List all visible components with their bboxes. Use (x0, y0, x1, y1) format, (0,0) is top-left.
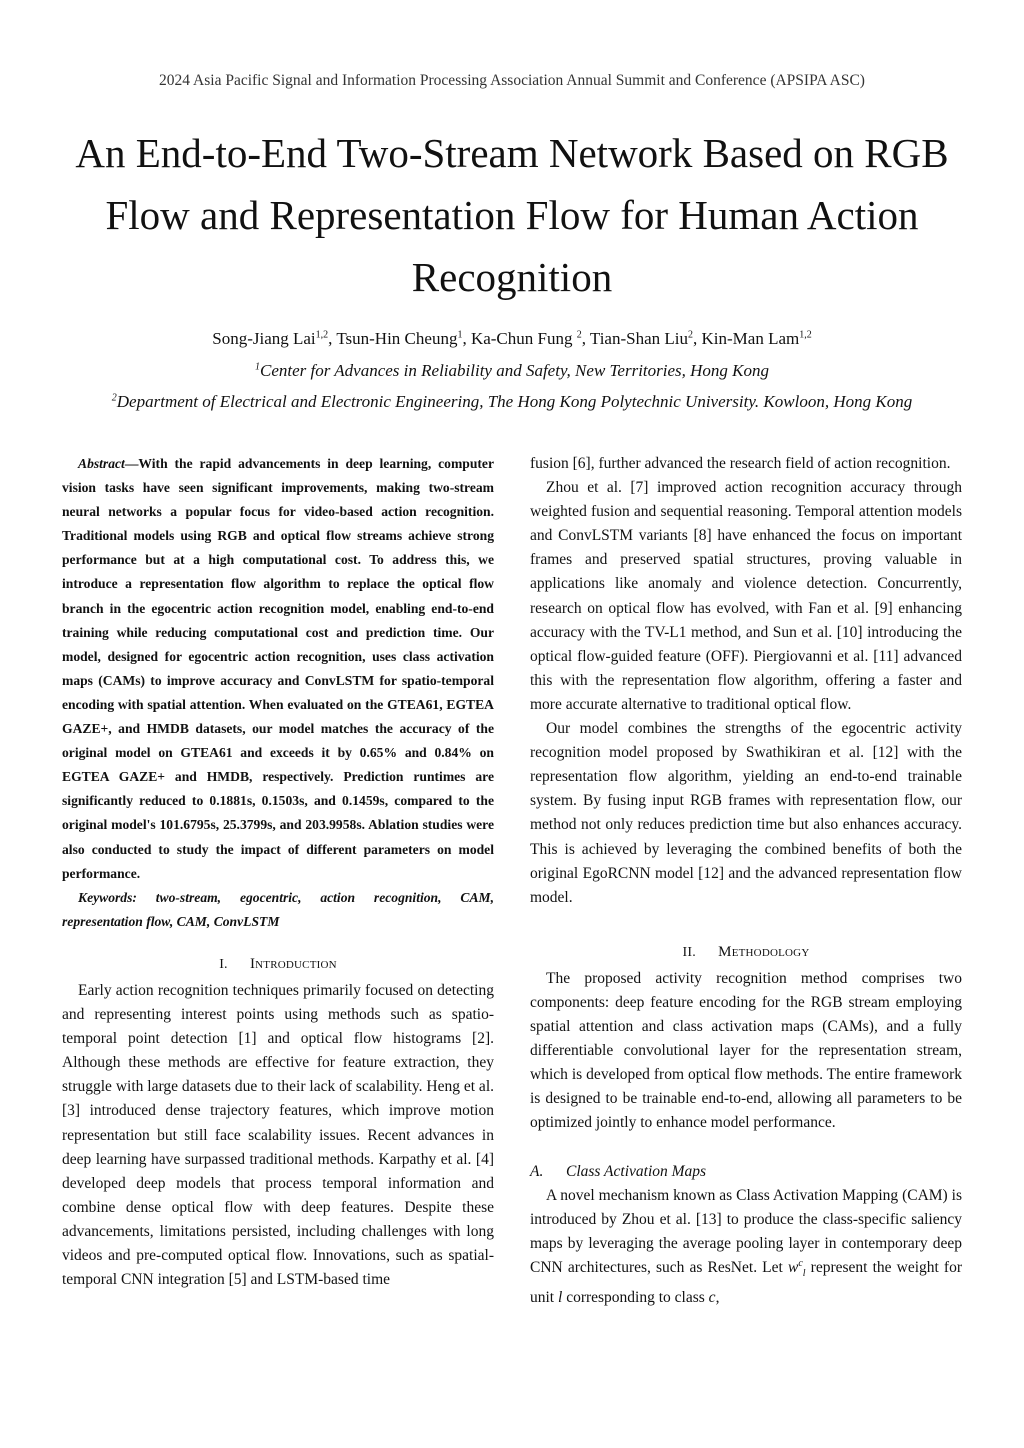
author-name: , Ka-Chun Fung (462, 329, 577, 348)
author-list (0, 329, 1024, 349)
affiliation-1 (0, 361, 1024, 381)
abstract (62, 452, 494, 886)
author-affiliation-mark: 1,2 (799, 329, 812, 341)
cam-paragraph (530, 1184, 962, 1311)
abstract-label: Abstract (78, 456, 125, 471)
author-affiliation-mark: 1 (457, 329, 463, 341)
intro-paragraph: Early action recognition techniques primarily focused on detecting and representing interest points using methods such as spatio-temporal point detection [1] and optical flow histograms [2]. Although these methods are effective for feature extraction, they struggle with large datasets due to their lack of scalability. Heng et al. [3] introduced dense trajectory features, which improve motion representation but still face scalability issues. Recent advances in deep learning have surpassed traditional methods. Karpathy et al. [4] developed deep models that process temporal information and combine dense optical flow with deep features. Despite these advancements, limitations persisted, including challenges with long videos and pre-computed optical flow. Innovations, such as spatial-temporal CNN integration [5] and LSTM-based time (62, 981, 494, 1289)
author-name: , Tsun-Hin Cheung (328, 329, 458, 348)
cam-text: corresponding to class (562, 1289, 709, 1307)
author-name: , Tian-Shan Liu (581, 329, 689, 348)
intro-paragraph: Our model combines the strengths of the egocentric activity recognition model proposed by Swathikiran et al. [12] with the representation flow algorithm, yielding an end-to-end trainable system. By fusing input RGB frames with representation flow, our method not only reduces prediction time but also enhances accuracy. This is achieved by leveraging the combined benefits of both the original EgoRCNN model [12] and the advanced representation flow model. (530, 720, 962, 906)
author-name: Song-Jiang Lai (212, 329, 316, 348)
affiliation-mark: 2 (111, 392, 117, 404)
affiliation-mark: 1 (254, 361, 260, 373)
section-number: I. (219, 956, 228, 972)
left-column (62, 452, 494, 1292)
affiliation-text: Center for Advances in Reliability and Safety, New Territories, Hong Kong (259, 361, 770, 380)
paper-title: An End-to-End Two-Stream Network Based on RGB Flow and Representation Flow for Human Action Recognition (75, 130, 949, 300)
author-affiliation-mark: 1,2 (315, 329, 329, 341)
author-affiliation-mark: 2 (688, 329, 694, 341)
math-c: c (708, 1289, 716, 1307)
intro-paragraph-continued: fusion [6], further advanced the research field of action recognition. (530, 455, 951, 472)
math-w: w (787, 1258, 799, 1276)
section-title: Introduction (249, 955, 337, 972)
math-superscript: c (798, 1257, 803, 1269)
subsection-number: A. (530, 1162, 544, 1180)
abstract-dash: — (124, 456, 139, 471)
author-affiliation-mark: 2 (576, 329, 582, 341)
subsection-heading-cam (530, 1160, 962, 1184)
right-column (530, 452, 962, 1310)
math-l: l (558, 1289, 563, 1307)
intro-paragraph: Zhou et al. [7] improved action recognition accuracy through weighted fusion and sequential reasoning. Temporal attention models and ConvLSTM variants [8] have enhanced the focus on important frames and preserved spatial structures, proving valuable in applications like anomaly and violence detection. Concurrently, research on optical flow has evolved, with Fan et al. [9] enhancing accuracy with the TV-L1 method, and Sun et al. [10] introducing the optical flow-guided feature (OFF). Piergiovanni et al. [11] advanced this with the representation flow algorithm, offering a faster and more accurate alternative to traditional optical flow. (530, 479, 962, 713)
cam-text: represent the weight for unit (530, 1258, 963, 1307)
cam-text: A novel mechanism known as Class Activation Mapping (CAM) is introduced by Zhou et al. [13] to produce the class-specific saliency maps by leveraging the average pooling layer in contemporary deep CNN architectures, such as ResNet. Let (530, 1186, 962, 1276)
author-name: , Kin-Man Lam (693, 329, 800, 348)
section-title: Methodology (718, 943, 810, 960)
cam-text: , (715, 1289, 720, 1307)
section-heading-methodology (530, 940, 962, 965)
section-heading-introduction (62, 952, 494, 977)
methodology-paragraph: The proposed activity recognition method comprises two components: deep feature encoding for the RGB stream employing spatial attention and class activation maps (CAMs), and a fully differentiable convolutional layer for the representation stream, which is developed from optical flow methods. The entire framework is designed to be trainable end-to-end, allowing all parameters to be optimized jointly to enhance model performance. (530, 969, 962, 1132)
conference-header: 2024 Asia Pacific Signal and Information Processing Association Annual Summit and Conference (APSIPA ASC) (159, 72, 865, 89)
affiliation-2 (0, 392, 1024, 412)
abstract-body: With the rapid advancements in deep learning, computer vision tasks have seen significant improvements, making two-stream neural networks a popular focus for video-based action recognition. Traditional models using RGB and optical flow streams achieve strong performance but at a high computational cost. To address this, we introduce a representation flow algorithm to replace the optical flow branch in the egocentric action recognition model, enabling end-to-end training while reducing computational cost and prediction time. Our model, designed for egocentric action recognition, uses class activation maps (CAMs) to improve accuracy and ConvLSTM for spatio-temporal encoding with spatial attention. When evaluated on the GTEA61, EGTEA GAZE+, and HMDB datasets, our model matches the accuracy of the original model on GTEA61 and exceeds it by 0.65% and 0.84% on EGTEA GAZE+ and HMDB, respectively. Prediction runtimes are significantly reduced to 0.1881s, 0.1503s, and 0.1459s, compared to the original model's 101.6795s, 25.3799s, and 203.9958s. Ablation studies were also conducted to study the impact of different parameters on model performance. (62, 456, 494, 881)
section-number: II. (682, 944, 696, 960)
subsection-title: Class Activation Maps (566, 1162, 707, 1180)
math-weight-symbol (787, 1257, 806, 1279)
keywords: Keywords: two-stream, egocentric, action recognition, CAM, representation flow, CAM, ConvLSTM (62, 889, 494, 929)
math-subscript: l (802, 1268, 806, 1279)
affiliation-text: Department of Electrical and Electronic Engineering, The Hong Kong Polytechnic University. Kowloon, Hong Kong (116, 392, 913, 411)
